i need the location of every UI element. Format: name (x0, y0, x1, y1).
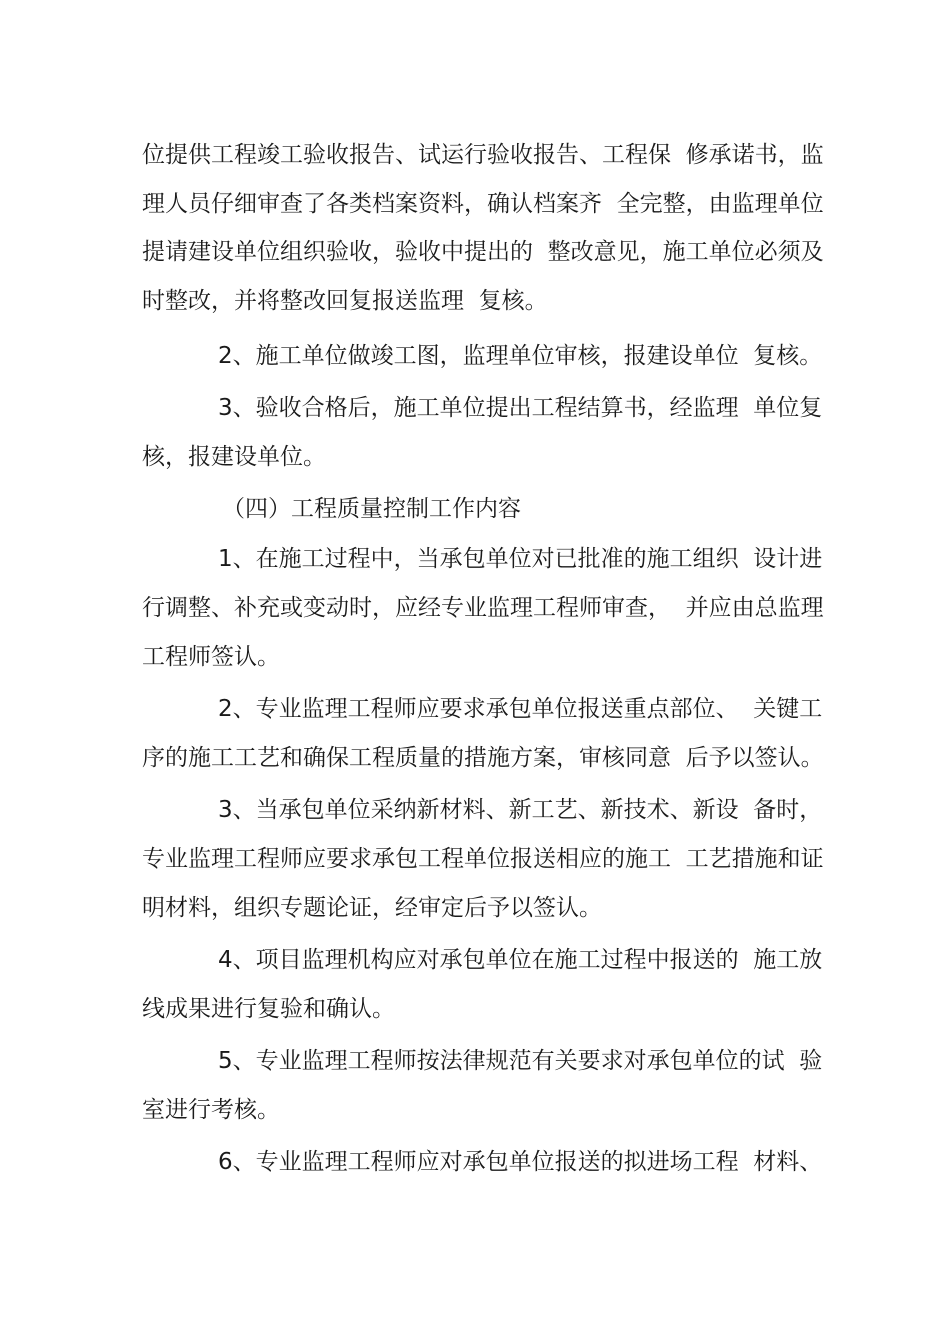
text-line: 专业监理工程师应要求承包工程单位报送相应的施工 工艺措施和证 (142, 846, 824, 872)
text-line: 3、验收合格后，施工单位提出工程结算书，经监理 单位复 (218, 395, 823, 421)
text-line: 5、专业监理工程师按法律规范有关要求对承包单位的试 验 (218, 1048, 823, 1074)
text-line: 2、专业监理工程师应要求承包单位报送重点部位、 关键工 (218, 696, 823, 722)
text-line: 2、施工单位做竣工图，监理单位审核，报建设单位 复核。 (218, 343, 823, 369)
text-line: 核，报建设单位。 (142, 444, 326, 470)
section-heading: （四）工程质量控制工作内容 (222, 496, 521, 522)
text-line: 1、在施工过程中，当承包单位对已批准的施工组织 设计进 (218, 546, 823, 572)
text-line: 理人员仔细审查了各类档案资料，确认档案齐 全完整，由监理单位 (142, 191, 824, 217)
text-line: 6、专业监理工程师应对承包单位报送的拟进场工程 材料、 (218, 1149, 823, 1175)
text-line: 3、当承包单位采纳新材料、新工艺、新技术、新设 备时， (218, 797, 823, 823)
text-line: 序的施工工艺和确保工程质量的措施方案，审核同意 后予以签认。 (142, 745, 824, 771)
text-line: 线成果进行复验和确认。 (142, 996, 395, 1022)
text-line: 时整改，并将整改回复报送监理 复核。 (142, 288, 548, 314)
text-line: 工程师签认。 (142, 644, 280, 670)
text-line: 位提供工程竣工验收报告、试运行验收报告、工程保 修承诺书，监 (142, 142, 824, 168)
text-line: 室进行考核。 (142, 1097, 280, 1123)
text-line: 行调整、补充或变动时，应经专业监理工程师审查， 并应由总监理 (142, 595, 824, 621)
text-line: 提请建设单位组织验收，验收中提出的 整改意见，施工单位必须及 (142, 239, 824, 265)
text-line: 明材料，组织专题论证，经审定后予以签认。 (142, 895, 602, 921)
text-line: 4、项目监理机构应对承包单位在施工过程中报送的 施工放 (218, 947, 823, 973)
